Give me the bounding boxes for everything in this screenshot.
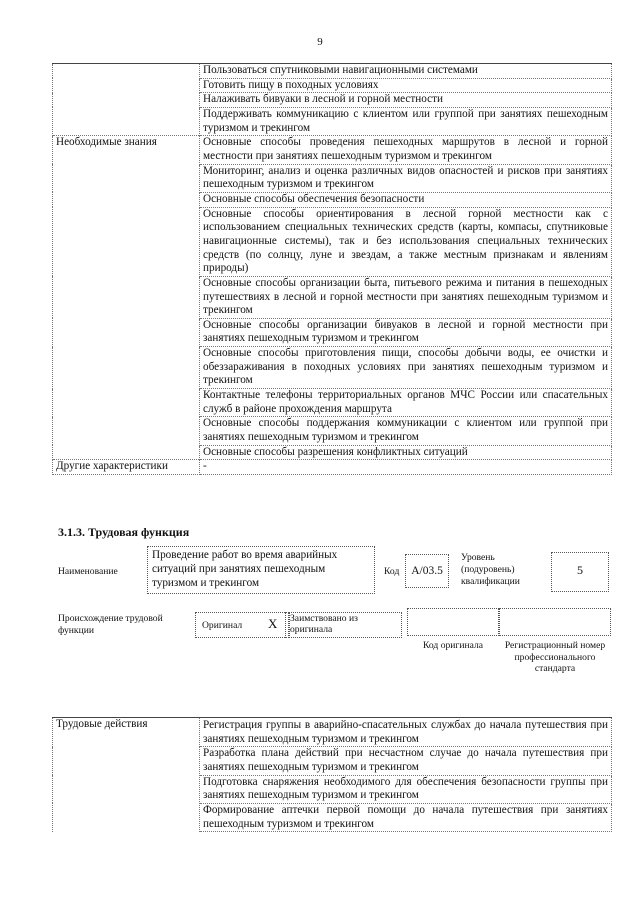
borrowed-label: Заимствовано из оригинала [290,613,358,636]
code-original-caption: Код оригинала [422,640,484,651]
table-row [53,93,612,108]
row-label [53,276,200,318]
row-text: Готовить пищу в походных условиях [200,78,612,93]
row-label [53,164,200,192]
row-text: Поддерживать коммуникацию с клиентом или группой при занятиях пешеходным туризмом и трекингом [200,107,612,135]
table-row [53,207,612,276]
row-label [53,107,200,135]
page-number: 9 [317,36,323,48]
row-label [53,417,200,445]
qualification-level-label: Уровень (подуровень) квалификации [461,552,520,587]
name-label: Наименование [58,566,118,577]
action-text: Регистрация группы в аварийно-спасательных службах до начала путешествия при занятиях пешеходным туризмом и трекингом [200,718,612,747]
action-text: Формирование аптечки первой помощи до начала путешествия при занятиях пешеходным туризмом и трекингом [200,803,612,831]
table-row [53,192,612,207]
row-label [53,318,200,346]
row-label: Другие характеристики [53,460,200,475]
row-text: - [200,460,612,475]
table-row [53,417,612,445]
requirements-table [52,63,612,475]
table-row [53,276,612,318]
origin-label: Происхождение трудовой функции [58,613,163,636]
row-text: Основные способы обеспечения безопасности [200,192,612,207]
registration-number-box [499,608,611,636]
row-label [53,389,200,417]
original-label: Оригинал [202,620,243,631]
function-code-box: A/03.5 [405,554,449,588]
original-mark: X [268,616,278,631]
row-text: Пользоваться спутниковыми навигационными системами [200,64,612,79]
table-row [53,107,612,135]
row-text: Основные способы поддержания коммуникации с клиентом или группой при занятиях пешеходным туризмом и трекингом [200,417,612,445]
labour-actions-table [52,717,612,832]
function-name-box: Проведение работ во время аварийных ситуаций при занятиях пешеходным туризмом и трекингом [147,546,375,594]
row-text: Основные способы проведения пешеходных маршрутов в лесной и горной местности при занятиях пешеходным туризмом и трекингом [200,136,612,164]
row-text: Основные способы ориентирования в лесной горной местности как с использованием специальных технических средств (карты, компасы, спутниковые навигационные системы), так и без использования специальных технических средств (по солнцу, луне и звездам, а также местным признакам и явлениям природы) [200,207,612,276]
table-row [53,460,612,475]
code-label: Код [384,566,400,577]
row-text: Налаживать бивуаки в лесной и горной местности [200,93,612,108]
actions-label: Трудовые действия [53,718,200,832]
table-row [53,78,612,93]
row-text: Контактные телефоны территориальных органов МЧС России или спасательных служб в районе прохождения маршрута [200,389,612,417]
action-text: Разработка плана действий при несчастном случае до начала путешествия при занятиях пешеходным туризмом и трекингом [200,747,612,775]
row-label [53,207,200,276]
row-text: Основные способы разрешения конфликтных ситуаций [200,445,612,460]
qualification-level-box: 5 [551,552,609,592]
table-row [53,318,612,346]
row-label [53,347,200,389]
row-text: Основные способы приготовления пищи, способы добычи воды, ее очистки и обеззараживания в походных условиях при занятиях пешеходным туризмом и трекингом [200,347,612,389]
code-original-box [407,608,499,636]
row-label [53,64,200,79]
row-label [53,445,200,460]
row-text: Мониторинг, анализ и оценка различных видов опасностей и рисков при занятиях пешеходным туризмом и трекингом [200,164,612,192]
table-row [53,164,612,192]
row-text: Основные способы организации бивуаков в лесной и горной местности при занятиях пешеходным туризмом и трекингом [200,318,612,346]
table-row [53,136,612,164]
registration-number-caption: Регистрационный номер профессионального стандарта [504,640,606,675]
section-heading: 3.1.3. Трудовая функция [58,525,190,539]
table-row [53,718,612,747]
table-row [53,445,612,460]
row-text: Основные способы организации быта, питьевого режима и питания в пешеходных путешествиях в лесной и горной местности при занятиях пешеходным туризмом и трекингом [200,276,612,318]
table-row [53,347,612,389]
origin-separator [285,612,286,638]
table-row [53,389,612,417]
row-label [53,78,200,93]
row-label [53,192,200,207]
row-label: Необходимые знания [53,136,200,164]
table-row [53,64,612,79]
row-label [53,93,200,108]
action-text: Подготовка снаряжения необходимого для обеспечения безопасности группы при занятиях пешеходным туризмом и трекингом [200,775,612,803]
